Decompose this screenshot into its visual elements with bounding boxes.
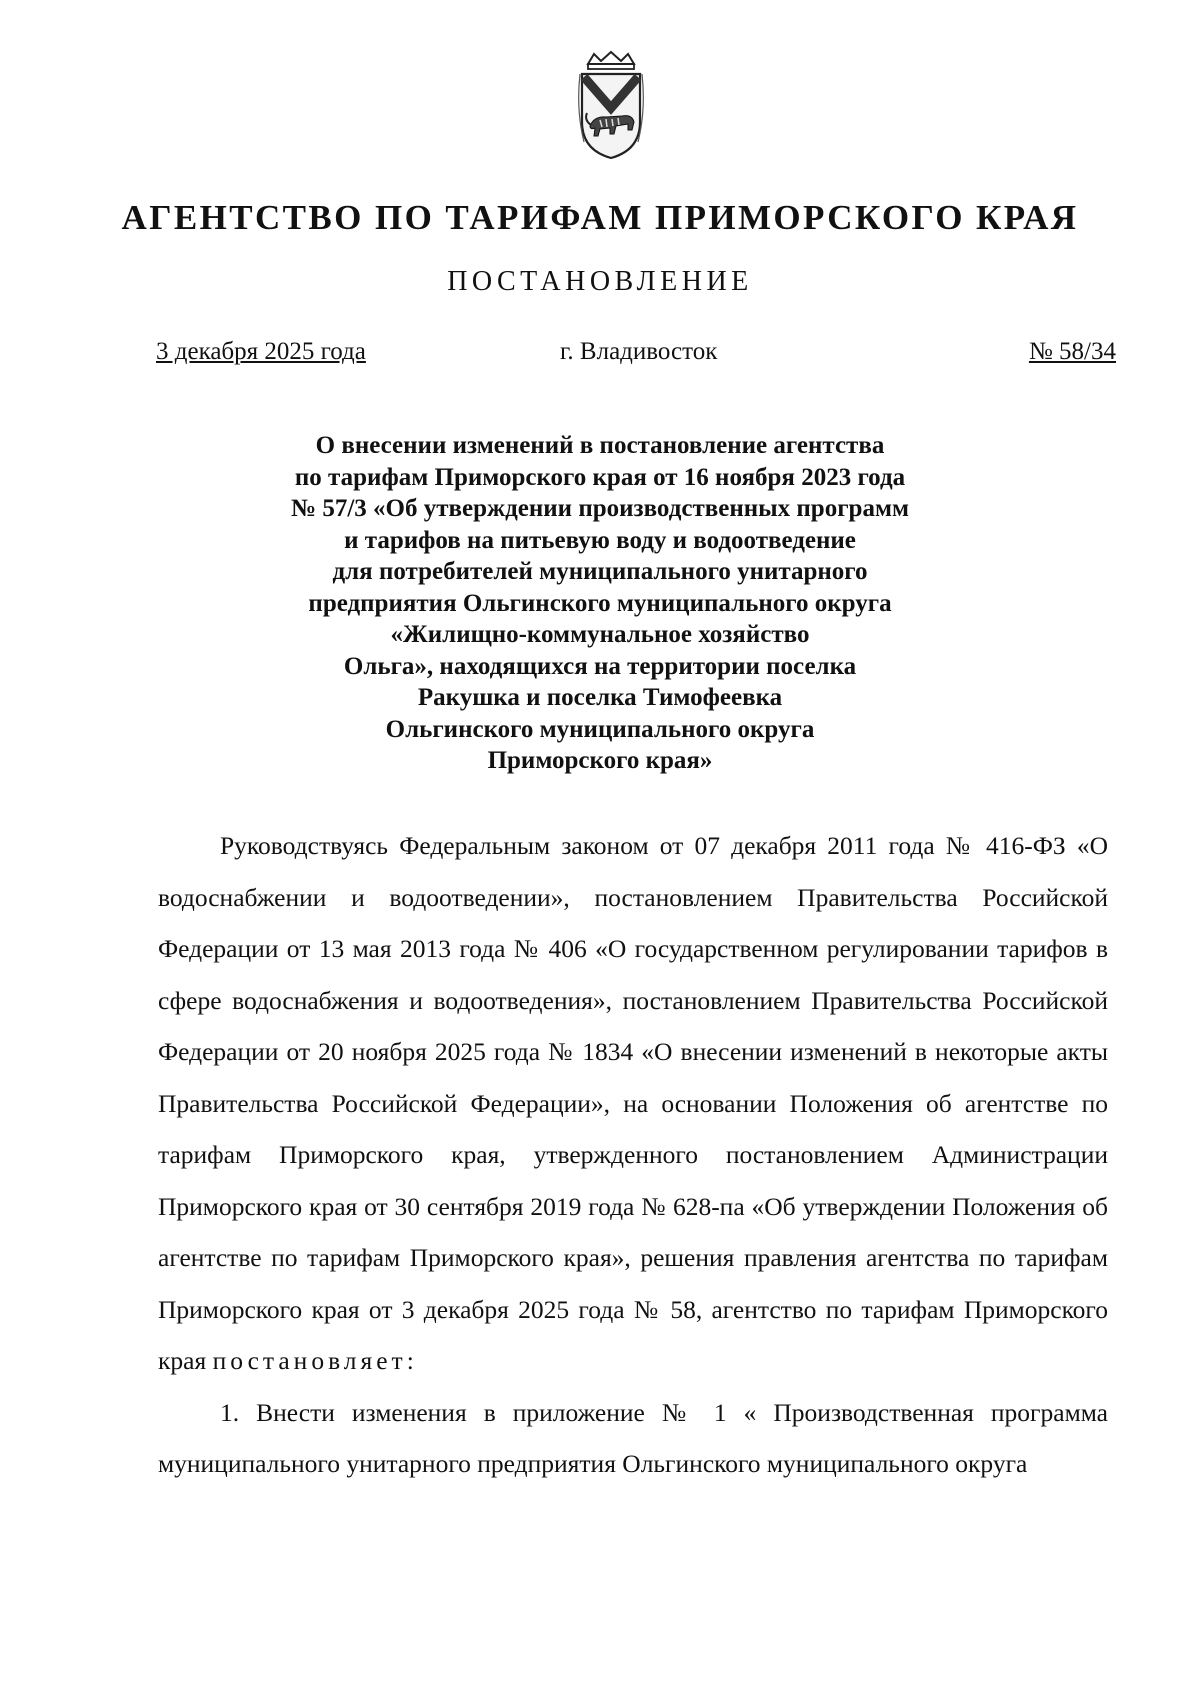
title-line: № 57/3 «Об утверждении производственных программ [290, 495, 910, 522]
item-1-paragraph: 1. Внести изменения в приложение № 1 « Производственная программа муниципального унитарного предприятия Ольгинского муниципального округа [158, 1397, 1108, 1478]
title-line: Приморского края» [487, 747, 713, 774]
primorsky-krai-coat-of-arms-icon [574, 50, 648, 162]
title-line: О внесении изменений в постановление агентства [315, 432, 885, 459]
preamble-paragraph [158, 820, 1108, 1387]
title-line: предприятия Ольгинского муниципального округа [308, 589, 892, 617]
resolves-word: постановляет: [212, 1346, 418, 1375]
title-line: по тарифам Приморского края от 16 ноября 2023 года [294, 463, 906, 491]
title-line: Ольгинского муниципального округа [385, 715, 815, 743]
document-type: ПОСТАНОВЛЕНИЕ [447, 266, 753, 297]
document-body [158, 820, 1108, 1490]
document-title [160, 430, 1040, 777]
title-line: Ольга», находящихся на территории поселка [343, 652, 857, 680]
document-city: г. Владивосток [560, 338, 718, 365]
title-line: «Жилищно-коммунальное хозяйство [390, 621, 810, 648]
title-line: и тарифов на питьевую воду и водоотведение [344, 526, 856, 554]
title-line: для потребителей муниципального унитарного [332, 558, 868, 585]
document-date: 3 декабря 2025 года [156, 338, 366, 365]
document-number: № 58/34 [1028, 338, 1116, 365]
title-line: Ракушка и поселка Тимофеевка [417, 684, 783, 711]
agency-name: АГЕНТСТВО ПО ТАРИФАМ ПРИМОРСКОГО КРАЯ [121, 198, 1079, 237]
preamble-text: Руководствуясь Федеральным законом от 07 декабря 2011 года № 416-ФЗ «О водоснабжении и водоотведении», постановлением Правительства Российской Федерации от 13 мая 2013 года № 406 «О государственном регулировании тарифов в сфере водоснабжения и водоотведения», постановлением Правительства Российской Федерации от 20 ноября 2025 года № 1834 «О внесении изменений в некоторые акты Правительства Российской Федерации», на основании Положения об агентстве по тарифам Приморского края, утвержденного постановлением Администрации Приморского края от 30 сентября 2019 года № 628-па «Об утверждении Положения об агентстве по тарифам Приморского края», решения правления агентства по тарифам Приморского края от 3 декабря 2025 года № 58, агентство по тарифам Приморского края [158, 831, 1108, 1375]
